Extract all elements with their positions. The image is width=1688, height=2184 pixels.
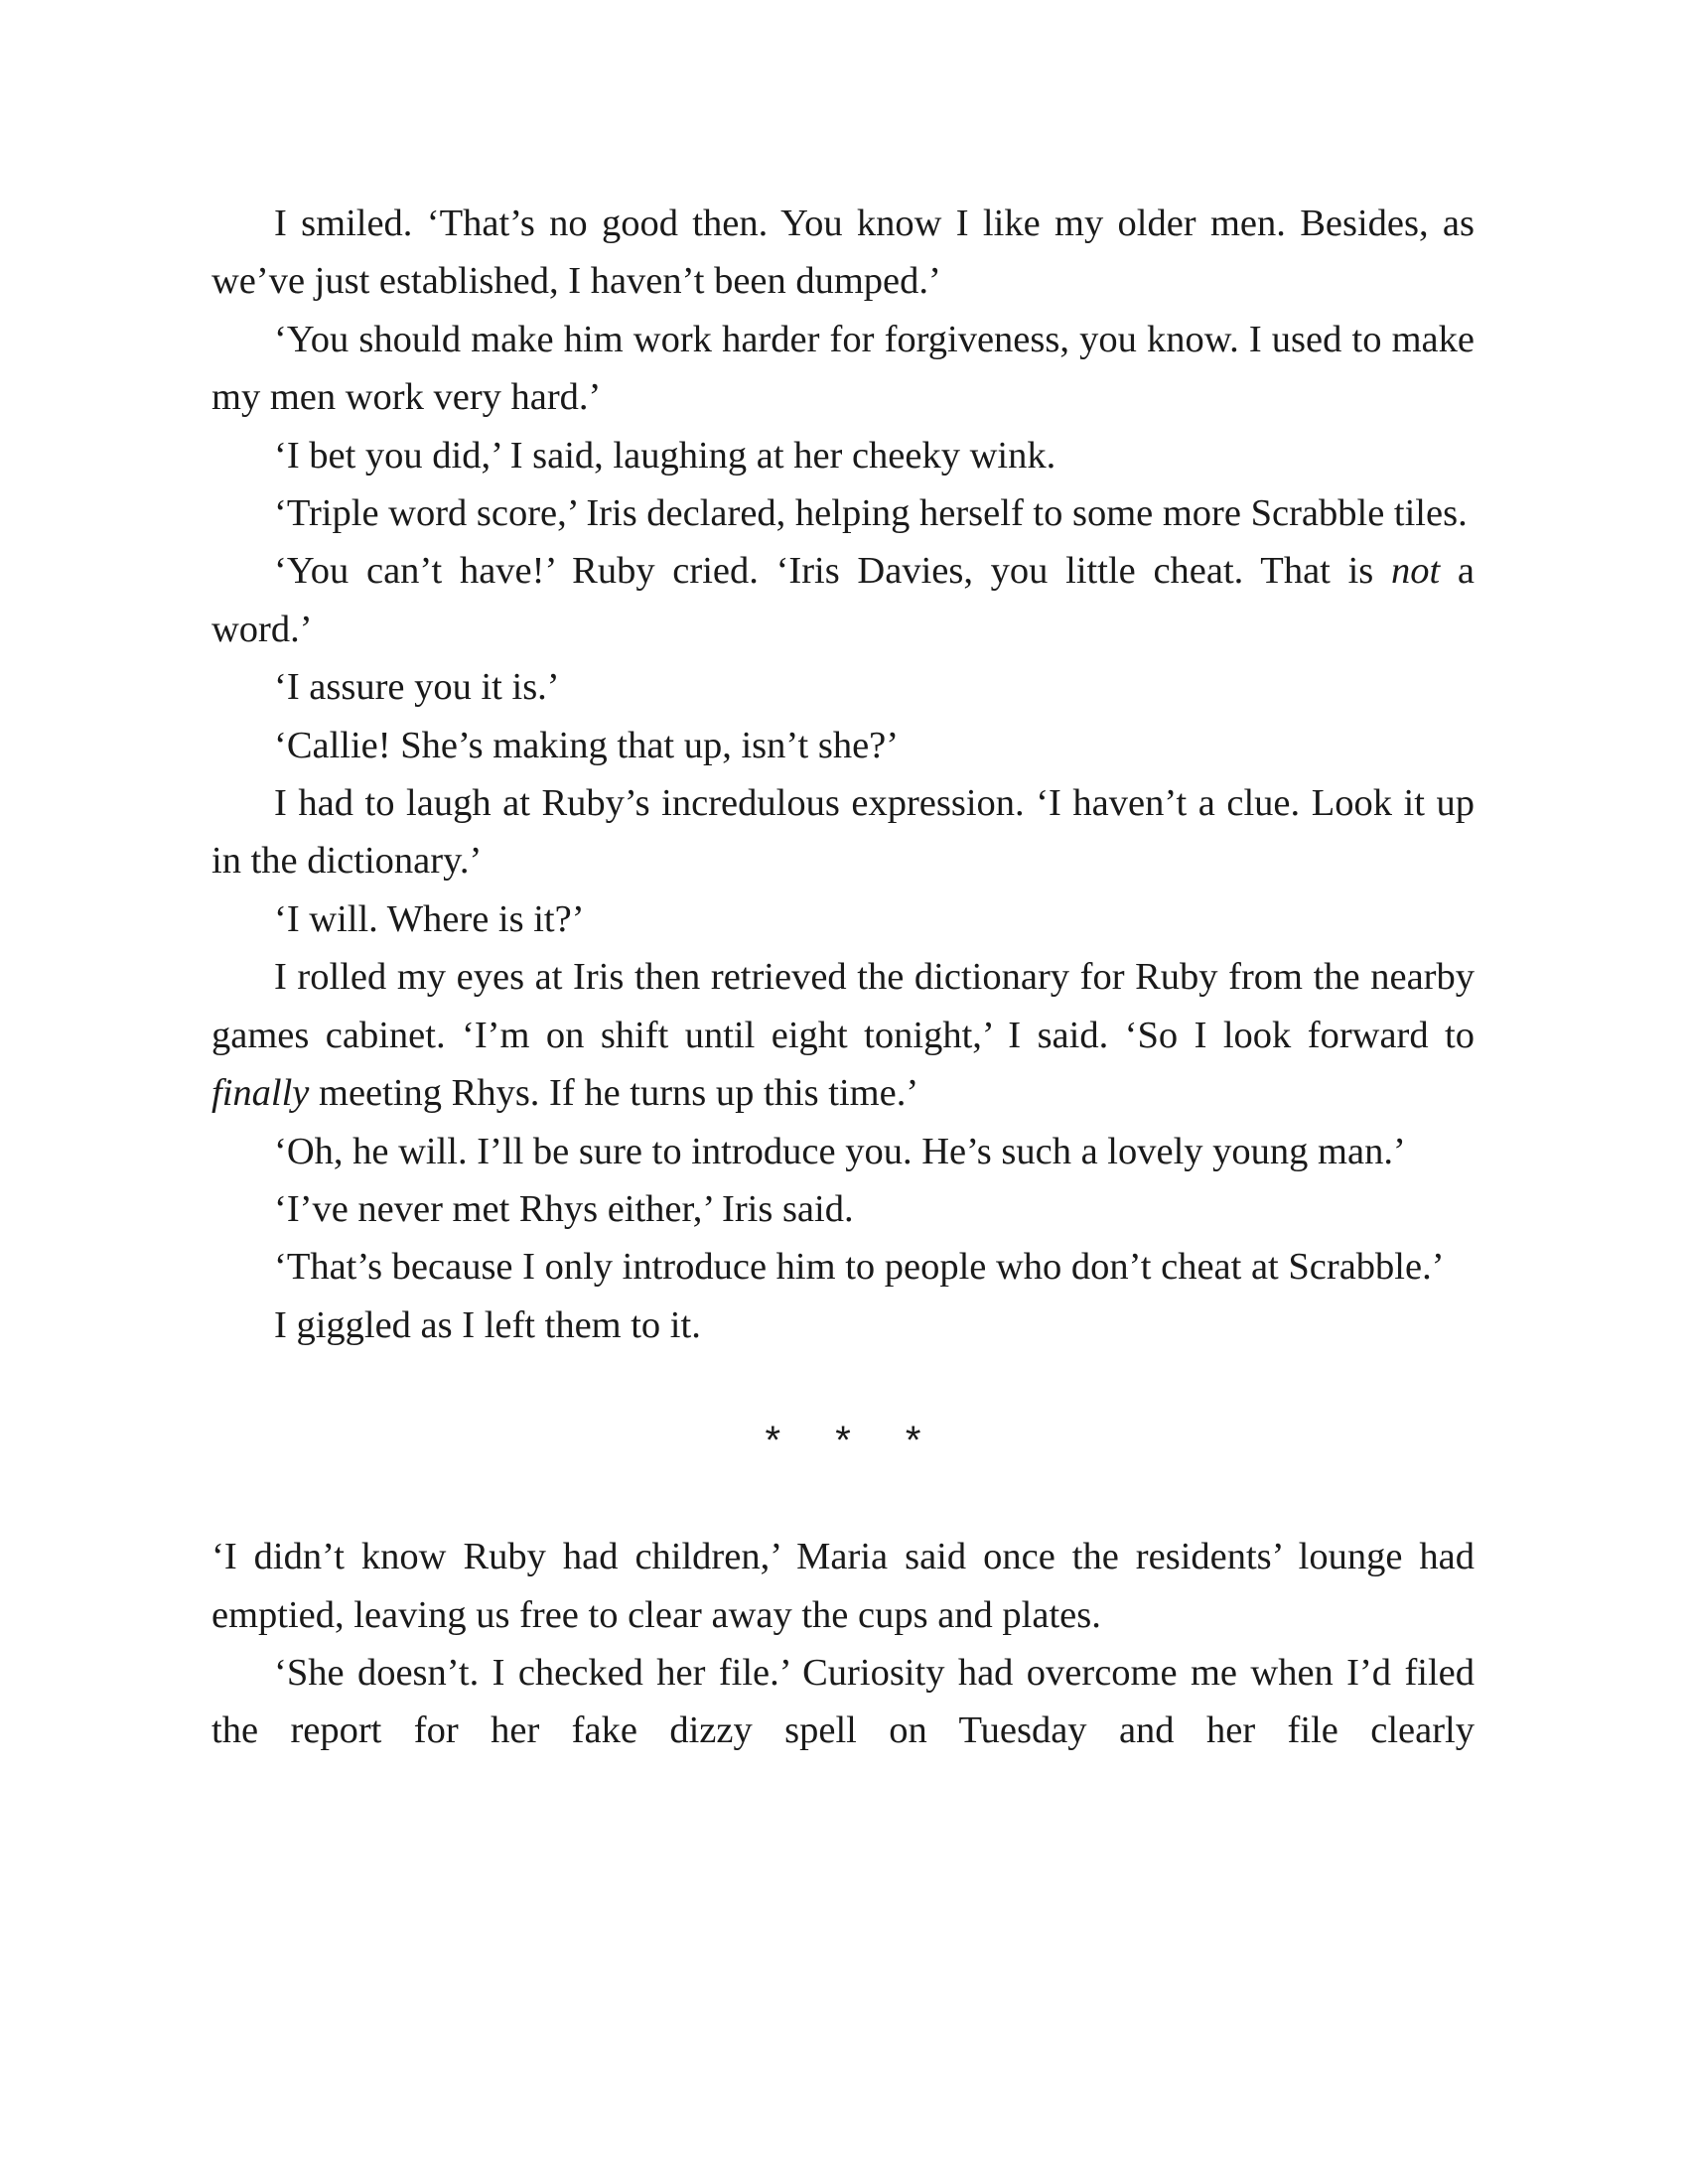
paragraph: ‘I assure you it is.’	[274, 666, 560, 709]
paragraph: ‘I bet you did,’ I said, laughing at her cheeky wink.	[274, 434, 1056, 477]
paragraph	[211, 948, 1475, 1122]
paragraph: ‘I will. Where is it?’	[274, 897, 585, 940]
paragraph: ‘She doesn’t. I checked her file.’ Curiosity had overcome me when I’d filed the report for her fake dizzy spell on Tuesday and her file clearly	[211, 1651, 1475, 1752]
paragraph: ‘Triple word score,’ Iris declared, helping herself to some more Scrabble tiles.	[274, 492, 1468, 535]
book-page	[211, 195, 1475, 1760]
paragraph-text: a word.’	[211, 550, 1475, 650]
emphasis-text: not	[1390, 550, 1441, 593]
paragraph: ‘You should make him work harder for forgiveness, you know. I used to make my men work very hard.’	[211, 318, 1475, 419]
paragraph: ‘I’ve never met Rhys either,’ Iris said.	[274, 1187, 854, 1230]
scene-break: * * *	[765, 1419, 943, 1463]
paragraph: ‘Oh, he will. I’ll be sure to introduce you. He’s such a lovely young man.’	[274, 1130, 1406, 1172]
paragraph: I had to laugh at Ruby’s incredulous expression. ‘I haven’t a clue. Look it up in the dictionary.’	[211, 782, 1475, 883]
paragraph: ‘Callie! She’s making that up, isn’t she?’	[274, 724, 900, 766]
paragraph-text: ‘You can’t have!’ Ruby cried. ‘Iris Davies, you little cheat. That is	[274, 550, 1391, 593]
paragraph: ‘That’s because I only introduce him to people who don’t cheat at Scrabble.’	[274, 1246, 1445, 1289]
paragraph: ‘I didn’t know Ruby had children,’ Maria said once the residents’ lounge had emptied, leaving us free to clear away the cups and plates.	[211, 1536, 1475, 1636]
paragraph	[211, 542, 1475, 658]
paragraph-text: meeting Rhys. If he turns up this time.’	[309, 1072, 919, 1115]
emphasis-text: finally	[211, 1072, 310, 1115]
paragraph: I giggled as I left them to it.	[274, 1303, 701, 1346]
paragraph-text: I rolled my eyes at Iris then retrieved the dictionary for Ruby from the nearby games cabinet. ‘I’m on shift until eight tonight,’ I said. ‘So I look forward to	[211, 956, 1475, 1056]
paragraph: I smiled. ‘That’s no good then. You know I like my older men. Besides, as we’ve just established, I haven’t been dumped.’	[211, 203, 1475, 303]
